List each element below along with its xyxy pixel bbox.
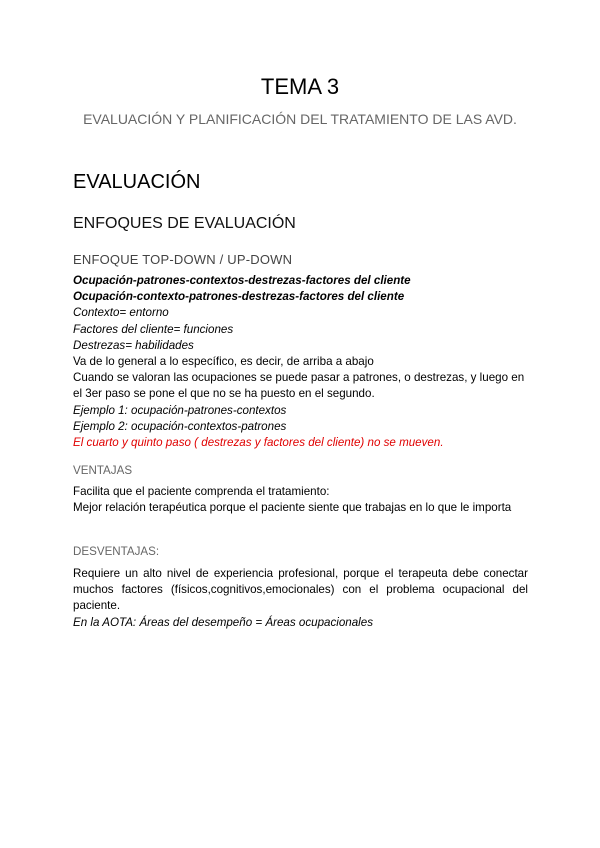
desventaja-1: Requiere un alto nivel de experiencia profesional, porque el terapeuta debe conectar muchos factores (físicos,cognitivos,emocionales) con el problema ocupacional del paciente. xyxy=(73,567,528,613)
section-subheading: ENFOQUES DE EVALUACIÓN xyxy=(73,215,296,232)
page-title: TEMA 3 xyxy=(260,74,340,99)
sequence-line-2: Ocupación-contexto-patrones-destrezas-factores del cliente xyxy=(73,290,405,304)
fixed-steps-note: El cuarto y quinto paso ( destrezas y factores del cliente) no se mueven. xyxy=(73,436,444,450)
example-2: Ejemplo 2: ocupación-contextos-patrones xyxy=(73,419,287,433)
ventaja-1: Facilita que el paciente comprenda el tratamiento: xyxy=(73,485,330,498)
page-subtitle: EVALUACIÓN Y PLANIFICACIÓN DEL TRATAMIENTO DE LAS AVD. xyxy=(83,111,517,127)
topic-heading: ENFOQUE TOP-DOWN / UP-DOWN xyxy=(73,252,293,267)
definition-contexto: Contexto= entorno xyxy=(73,306,169,320)
desventajas-label: DESVENTAJAS: xyxy=(73,545,160,558)
section-heading: EVALUACIÓN xyxy=(73,171,201,193)
definition-factores: Factores del cliente= funciones xyxy=(73,322,234,336)
ventajas-block xyxy=(73,484,528,516)
ventaja-2: Mejor relación terapéutica porque el paciente siente que trabajas en lo que le importa xyxy=(73,501,512,515)
ventajas-label: VENTAJAS xyxy=(73,464,133,477)
content-block xyxy=(73,273,528,451)
valuation-explanation: Cuando se valoran las ocupaciones se puede pasar a patrones, o destrezas, y luego en el 3er paso se pone el que no se ha puesto en el segundo. xyxy=(73,371,525,401)
desventajas-block xyxy=(73,566,528,631)
example-1: Ejemplo 1: ocupación-patrones-contextos xyxy=(73,403,287,417)
aota-note: En la AOTA: Áreas del desempeño = Áreas ocupacionales xyxy=(73,615,373,629)
definition-destrezas: Destrezas= habilidades xyxy=(73,338,194,352)
general-to-specific: Va de lo general a lo específico, es decir, de arriba a abajo xyxy=(73,355,374,369)
sequence-line-1: Ocupación-patrones-contextos-destrezas-factores del cliente xyxy=(73,274,411,287)
